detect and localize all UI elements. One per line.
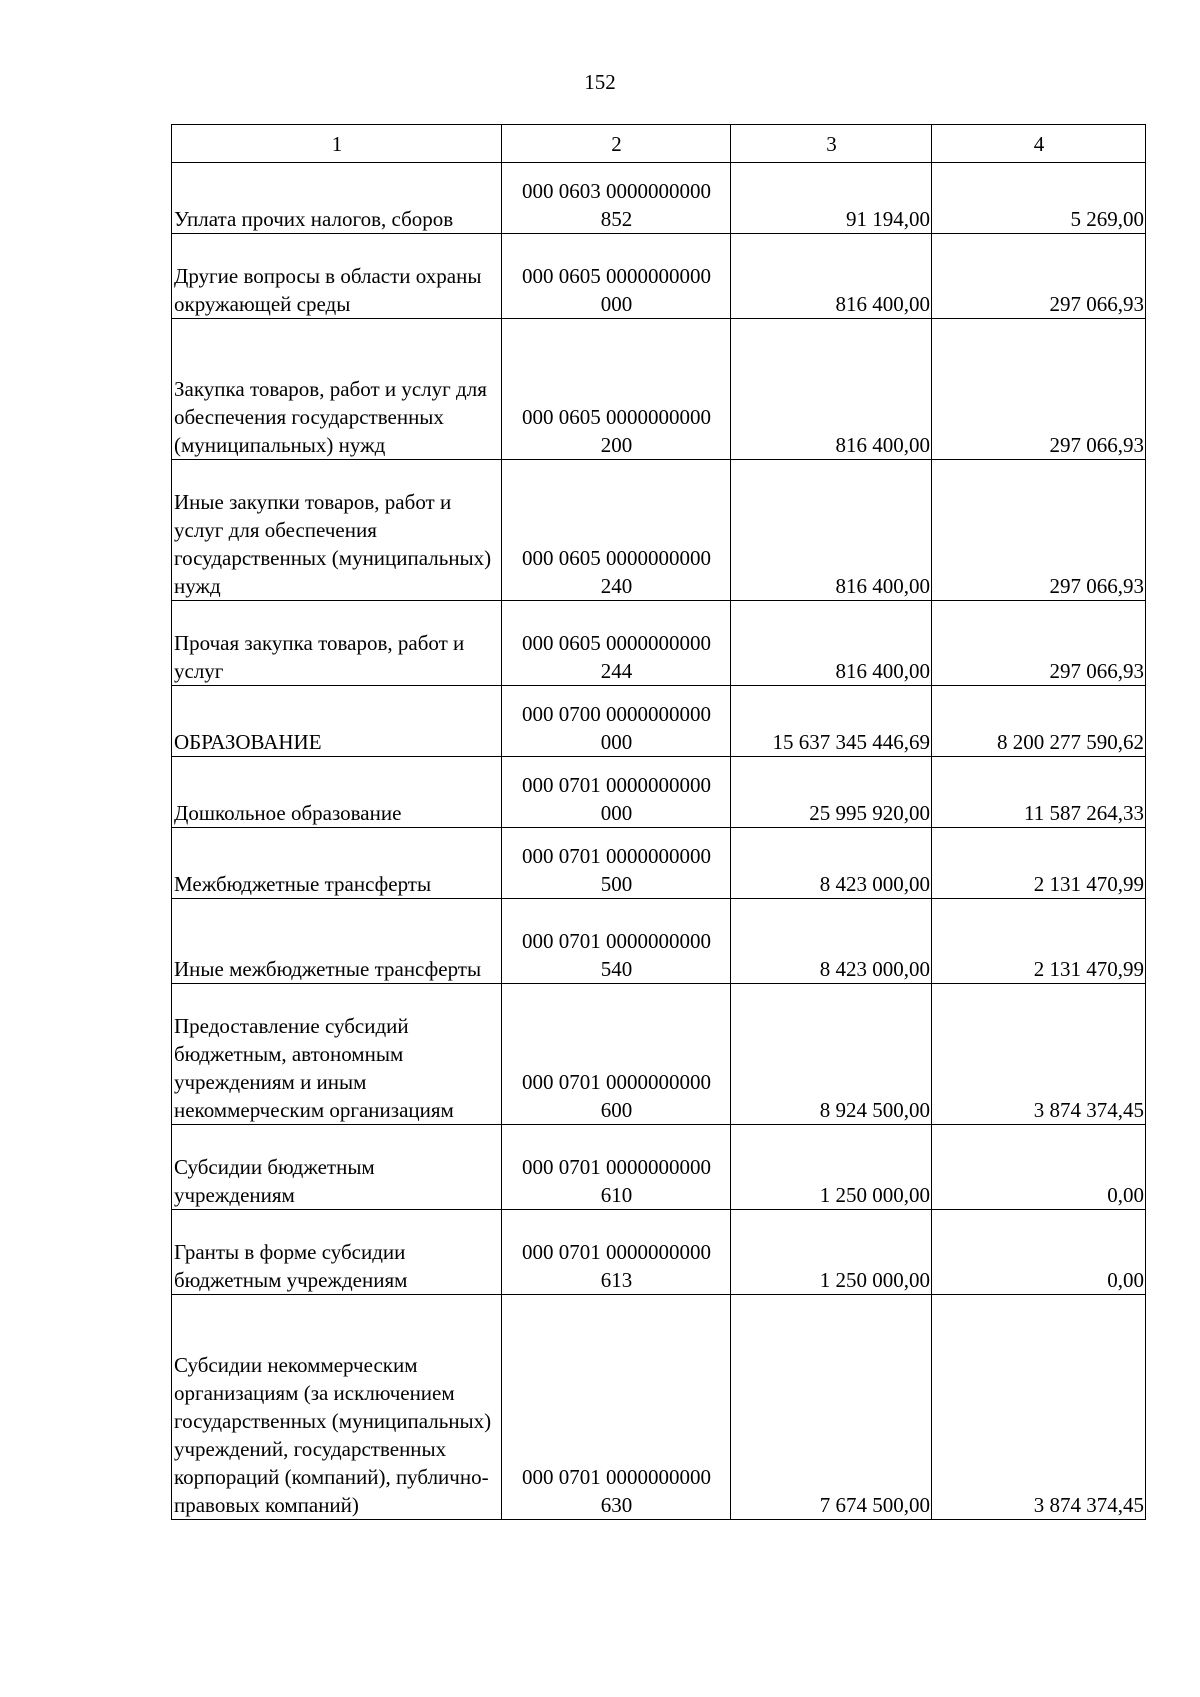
table-row <box>172 601 1146 686</box>
row-amount-executed: 11 587 264,33 <box>932 757 1146 828</box>
table-row <box>172 899 1146 984</box>
row-name: Другие вопросы в области охраны окружающей среды <box>172 234 502 319</box>
row-name: Субсидии бюджетным учреждениям <box>172 1125 502 1210</box>
row-amount-planned: 8 423 000,00 <box>731 899 932 984</box>
row-code: 000 0701 0000000000 500 <box>502 828 731 899</box>
row-amount-planned: 816 400,00 <box>731 319 932 460</box>
row-name: Закупка товаров, работ и услуг для обеспечения государственных (муниципальных) нужд <box>172 319 502 460</box>
row-amount-planned: 816 400,00 <box>731 460 932 601</box>
table-row <box>172 757 1146 828</box>
row-name: Гранты в форме субсидии бюджетным учреждениям <box>172 1210 502 1295</box>
row-name: Предоставление субсидий бюджетным, автономным учреждениям и иным некоммерческим организациям <box>172 984 502 1125</box>
row-amount-executed: 297 066,93 <box>932 319 1146 460</box>
row-amount-executed: 297 066,93 <box>932 601 1146 686</box>
header-col-3: 3 <box>731 125 932 163</box>
row-amount-planned: 816 400,00 <box>731 601 932 686</box>
row-amount-executed: 0,00 <box>932 1125 1146 1210</box>
table-row <box>172 1295 1146 1520</box>
row-amount-executed: 3 874 374,45 <box>932 984 1146 1125</box>
table-row <box>172 1210 1146 1295</box>
row-code: 000 0701 0000000000 540 <box>502 899 731 984</box>
row-name: Субсидии некоммерческим организациям (за исключением государственных (муниципальных) учреждений, государственных корпораций (компаний), публично-правовых компаний) <box>172 1295 502 1520</box>
row-amount-executed: 8 200 277 590,62 <box>932 686 1146 757</box>
row-name: Уплата прочих налогов, сборов <box>172 163 502 234</box>
header-row <box>172 125 1146 163</box>
row-name: Межбюджетные трансферты <box>172 828 502 899</box>
row-amount-planned: 1 250 000,00 <box>731 1125 932 1210</box>
row-amount-executed: 297 066,93 <box>932 234 1146 319</box>
row-amount-executed: 0,00 <box>932 1210 1146 1295</box>
row-code: 000 0605 0000000000 200 <box>502 319 731 460</box>
row-name: ОБРАЗОВАНИЕ <box>172 686 502 757</box>
header-col-2: 2 <box>502 125 731 163</box>
row-amount-executed: 297 066,93 <box>932 460 1146 601</box>
header-col-1: 1 <box>172 125 502 163</box>
header-col-4: 4 <box>932 125 1146 163</box>
row-amount-planned: 25 995 920,00 <box>731 757 932 828</box>
row-code: 000 0701 0000000000 630 <box>502 1295 731 1520</box>
budget-table <box>171 124 1146 1520</box>
row-amount-planned: 8 924 500,00 <box>731 984 932 1125</box>
row-code: 000 0605 0000000000 244 <box>502 601 731 686</box>
row-code: 000 0605 0000000000 000 <box>502 234 731 319</box>
row-amount-planned: 7 674 500,00 <box>731 1295 932 1520</box>
row-name: Иные закупки товаров, работ и услуг для обеспечения государственных (муниципальных) нужд <box>172 460 502 601</box>
row-amount-executed: 2 131 470,99 <box>932 899 1146 984</box>
row-name: Дошкольное образование <box>172 757 502 828</box>
row-amount-executed: 5 269,00 <box>932 163 1146 234</box>
table-row <box>172 234 1146 319</box>
table-row <box>172 984 1146 1125</box>
table-row <box>172 1125 1146 1210</box>
row-amount-planned: 8 423 000,00 <box>731 828 932 899</box>
table-row <box>172 163 1146 234</box>
table-row <box>172 686 1146 757</box>
table-row <box>172 460 1146 601</box>
row-code: 000 0605 0000000000 240 <box>502 460 731 601</box>
row-amount-executed: 3 874 374,45 <box>932 1295 1146 1520</box>
page-number: 152 <box>584 70 616 94</box>
table-row <box>172 319 1146 460</box>
row-code: 000 0700 0000000000 000 <box>502 686 731 757</box>
row-amount-executed: 2 131 470,99 <box>932 828 1146 899</box>
row-code: 000 0701 0000000000 000 <box>502 757 731 828</box>
row-name: Иные межбюджетные трансферты <box>172 899 502 984</box>
row-amount-planned: 15 637 345 446,69 <box>731 686 932 757</box>
table-row <box>172 828 1146 899</box>
row-code: 000 0701 0000000000 600 <box>502 984 731 1125</box>
row-amount-planned: 91 194,00 <box>731 163 932 234</box>
row-name: Прочая закупка товаров, работ и услуг <box>172 601 502 686</box>
row-code: 000 0701 0000000000 610 <box>502 1125 731 1210</box>
row-code: 000 0603 0000000000 852 <box>502 163 731 234</box>
row-amount-planned: 1 250 000,00 <box>731 1210 932 1295</box>
row-code: 000 0701 0000000000 613 <box>502 1210 731 1295</box>
row-amount-planned: 816 400,00 <box>731 234 932 319</box>
